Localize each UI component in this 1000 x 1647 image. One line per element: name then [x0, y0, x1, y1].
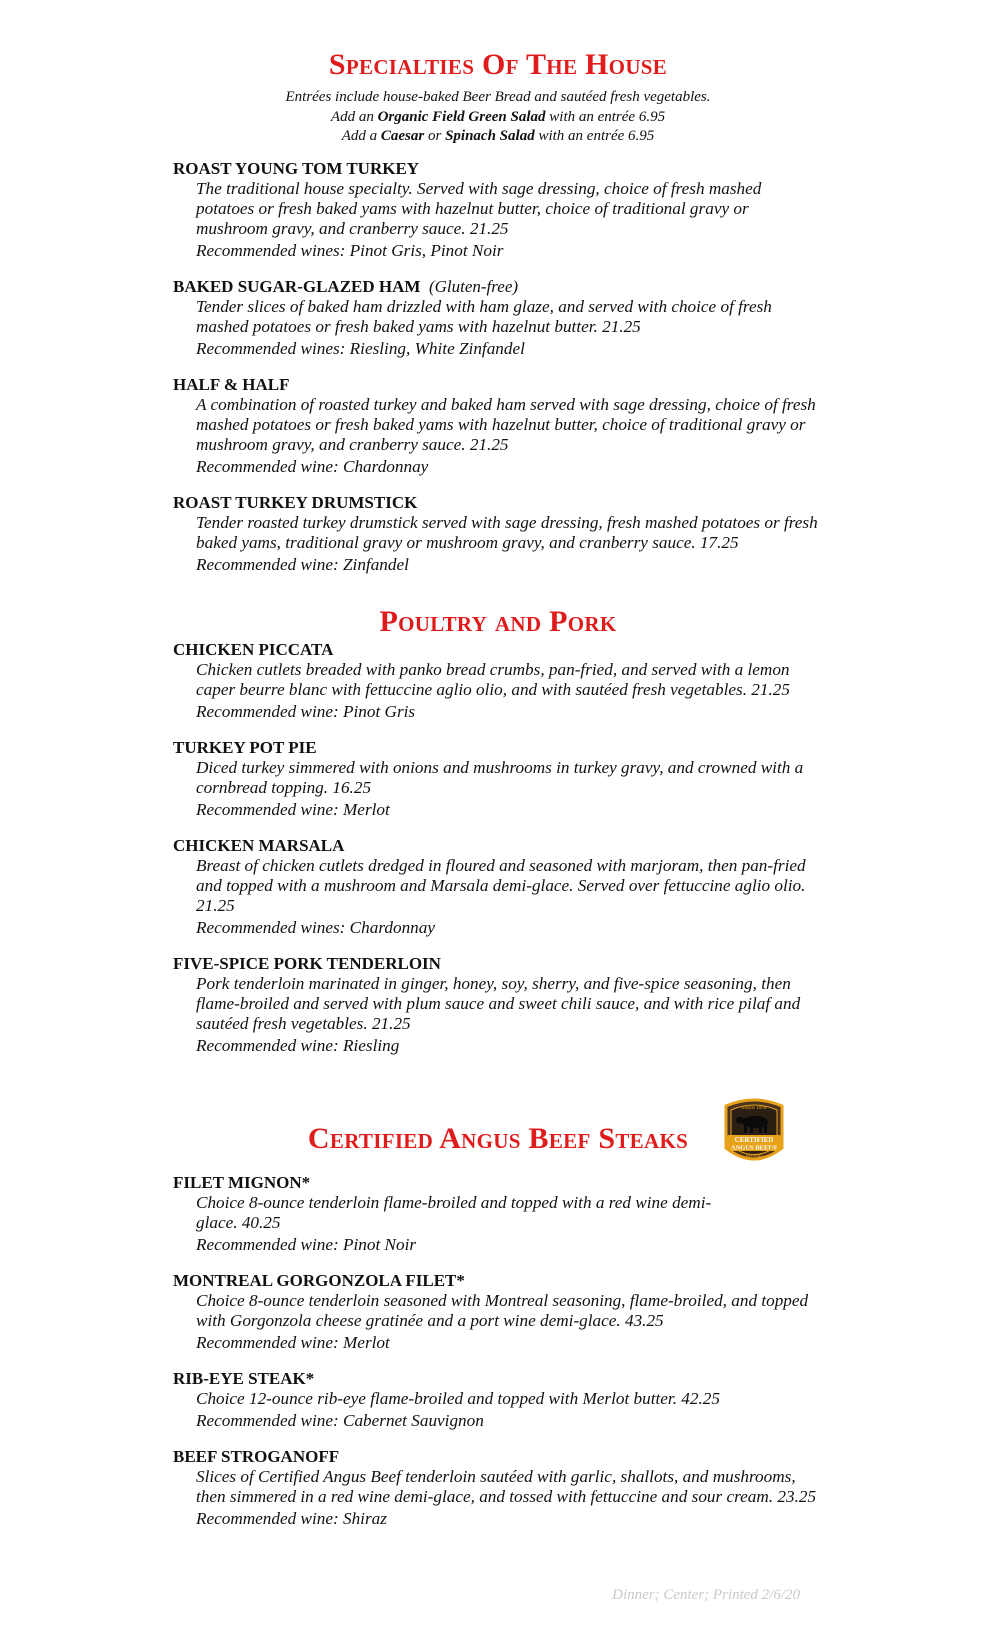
specialties-intro [173, 88, 823, 147]
logo-main-line-2: ANGUS BEEF® [730, 1144, 778, 1152]
print-footer: Dinner; Center; Printed 2/6/20 [612, 1587, 800, 1603]
item-name: ROAST TURKEY DRUMSTICK [173, 492, 418, 512]
item-name: HALF & HALF [173, 374, 290, 394]
beef-section [173, 1122, 823, 1529]
item-description: Pork tenderloin marinated in ginger, honey, soy, sherry, and five-spice seasoning, then flame-broiled and served with plum sauce and sweet chili sauce, and with rice pilaf and sautéed fresh vegetables. 21.25 [196, 974, 801, 1033]
item-wine: Recommended wine: Chardonnay [196, 456, 429, 476]
intro-line-1: Entrées include house-baked Beer Bread and sautéed fresh vegetables. [285, 89, 711, 105]
item-description: Breast of chicken cutlets dredged in floured and seasoned with marjoram, then pan-fried and topped with a mushroom and Marsala demi-glace. Served over fettuccine aglio olio. 21.25 [196, 856, 806, 915]
logo-top-text: SINCE 1978 [741, 1105, 767, 1110]
item-note: (Gluten-free) [428, 276, 519, 296]
item-description: Tender roasted turkey drumstick served with sage dressing, fresh mashed potatoes or fresh baked yams, traditional gravy or mushroom gravy, and cranberry sauce. 17.25 [196, 512, 818, 552]
item-wine: Recommended wine: Merlot [196, 800, 390, 819]
intro-line-2-bold: Organic Field Green Salad [377, 108, 546, 125]
menu-item [173, 1447, 823, 1529]
intro-line-3-pre: Add a [341, 128, 381, 144]
intro-line-2-post: with an entrée 6.95 [545, 108, 666, 125]
intro-line-3-mid: or [424, 128, 446, 144]
item-name: MONTREAL GORGONZOLA FILET* [173, 1271, 465, 1290]
item-description: Choice 8-ounce tenderloin seasoned with Montreal seasoning, flame-broiled, and topped with Gorgonzola cheese gratinée and a port wine demi-glace. 43.25 [196, 1291, 809, 1330]
item-wine: Recommended wines: Riesling, White Zinfandel [196, 338, 525, 358]
item-wine: Recommended wines: Pinot Gris, Pinot Noir [196, 240, 504, 260]
poultry-section [173, 605, 823, 1056]
item-wine: Recommended wine: Cabernet Sauvignon [196, 1411, 484, 1430]
item-description: Chicken cutlets breaded with panko bread crumbs, pan-fried, and served with a lemon caper beurre blanc with fettuccine aglio olio, and with sautéed fresh vegetables. 21.25 [196, 660, 790, 699]
menu-item [173, 1369, 823, 1431]
menu-item [173, 159, 823, 261]
item-wine: Recommended wine: Zinfandel [196, 554, 409, 574]
beef-items [173, 1173, 823, 1529]
item-description: A combination of roasted turkey and baked ham served with sage dressing, choice of fresh mashed potatoes or fresh baked yams with hazelnut butter, choice of traditional gravy or mushroom gravy, and cranberry sauce. 21.25 [196, 394, 816, 454]
item-wine: Recommended wine: Shiraz [196, 1509, 387, 1528]
menu-item [173, 277, 823, 359]
item-name: BAKED SUGAR-GLAZED HAM (Gluten-free) [173, 276, 519, 296]
intro-line-2 [173, 108, 823, 128]
poultry-items [173, 640, 823, 1056]
item-name: CHICKEN MARSALA [173, 836, 345, 855]
item-description: The traditional house specialty. Served with sage dressing, choice of fresh mashed potatoes or fresh baked yams with hazelnut butter, choice of traditional gravy or mushroom gravy, and cranberry sauce. 21.25 [196, 178, 762, 238]
intro-line-3-post: with an entrée 6.95 [534, 128, 655, 144]
beef-title: Certified Angus Beef Steaks [307, 1122, 689, 1155]
item-name: TURKEY POT PIE [173, 738, 317, 757]
item-name: BEEF STROGANOFF [173, 1447, 340, 1466]
intro-line-3 [173, 127, 823, 147]
item-wine: Recommended wines: Chardonnay [196, 918, 435, 937]
menu-item [173, 1271, 823, 1353]
item-name: CHICKEN PICCATA [173, 640, 334, 659]
item-name: FIVE-SPICE PORK TENDERLOIN [173, 954, 441, 973]
logo-bottom-text: BRAND [746, 1153, 762, 1158]
poultry-title: Poultry and Pork [379, 605, 617, 638]
menu-item [173, 493, 823, 575]
item-description: Choice 12-ounce rib-eye flame-broiled and topped with Merlot butter. 42.25 [196, 1389, 720, 1408]
item-description: Diced turkey simmered with onions and mushrooms in turkey gravy, and crowned with a cornbread topping. 16.25 [196, 758, 804, 797]
item-description: Choice 8-ounce tenderloin flame-broiled and topped with a red wine demi-glace. 40.25 [196, 1193, 712, 1232]
logo-main-line-1: CERTIFIED [734, 1136, 774, 1144]
item-wine: Recommended wine: Riesling [196, 1036, 400, 1055]
intro-line-3-bold-2: Spinach Salad [445, 128, 535, 144]
intro-line-3-bold-1: Caesar [380, 128, 425, 144]
menu-item [173, 954, 823, 1056]
menu-item [173, 1173, 823, 1255]
specialties-items [173, 159, 823, 575]
item-wine: Recommended wine: Pinot Noir [196, 1235, 417, 1254]
item-wine: Recommended wine: Pinot Gris [196, 702, 416, 721]
item-name: ROAST YOUNG TOM TURKEY [173, 158, 420, 178]
specialties-section [173, 48, 823, 575]
intro-line-2-pre: Add an [330, 108, 378, 125]
item-name: RIB-EYE STEAK* [173, 1369, 315, 1388]
item-name: FILET MIGNON* [173, 1173, 311, 1192]
item-description: Tender slices of baked ham drizzled with ham glaze, and served with choice of fresh mashed potatoes or fresh baked yams with hazelnut butter. 21.25 [196, 296, 772, 336]
menu-item [173, 375, 823, 477]
menu-item [173, 640, 823, 722]
menu-item [173, 836, 823, 938]
item-wine: Recommended wine: Merlot [196, 1333, 390, 1352]
specialties-title: Specialties Of The House [328, 48, 668, 81]
item-description: Slices of Certified Angus Beef tenderloin sautéed with garlic, shallots, and mushrooms, then simmered in a red wine demi-glace, and tossed with fettuccine and sour cream. 23.25 [196, 1467, 817, 1506]
menu-item [173, 738, 823, 820]
